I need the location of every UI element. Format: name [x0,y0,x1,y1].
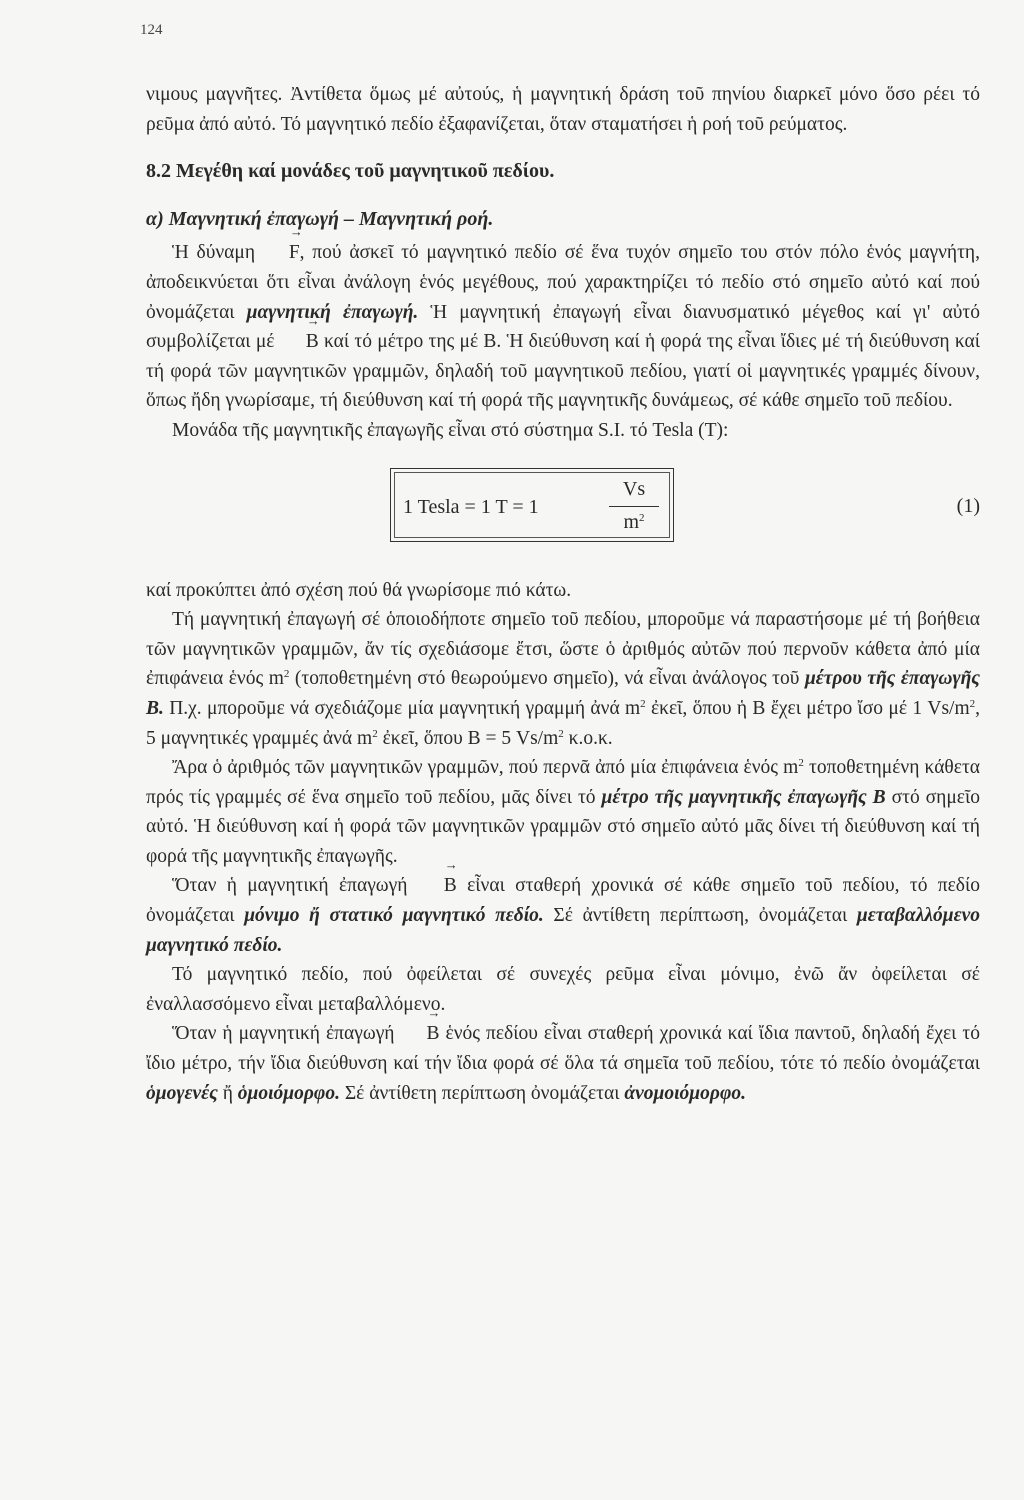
formula-numerator: Vs [609,475,659,508]
formula-row [146,468,980,564]
term-static-field: μόνιμο ἤ στατικό μαγνητικό πεδίο. [244,905,544,927]
term-induction-magnitude: μέτρου τῆς ἐπαγωγῆς Β. [146,668,981,719]
paragraph-continuation: νιμους μαγνῆτες. Ἀντίθετα ὅμως μέ αὐτούς, ἡ μαγνητική δράση τοῦ πηνίου διαρκεῖ μόνο ὅσο ρέει τό ρεῦμα ἀπό αὐτό. Τό μαγνητικό πεδίο ἐξαφανίζεται, ὅταν σταματήσει ἡ ροή τοῦ ρεύματος. [146,84,980,135]
vector-f-symbol: → F [263,238,300,268]
term-nonuniform: ἀνομοιόμορφο. [624,1082,746,1104]
term-magnetic-induction: μαγνητική ἐπαγωγή. [246,301,419,323]
paragraph-after-formula: καί προκύπτει ἀπό σχέση πού θά γνωρίσομε πιό κάτω. [146,579,572,601]
term-uniform: ὁμοιόμορφο. [237,1082,340,1104]
paragraph-uniform-field: Ὅταν ἡ μαγνητική ἐπαγωγή → B ἑνός πεδίου εἶναι σταθερή χρονικά καί ἴδια παντοῦ, δηλαδή ἔχει τό ἴδιο μέτρο, τήν ἴδια διεύθυνση καί τήν ἴδια φορά σέ ὅλα τά σημεῖα τοῦ πεδίου, τότε τό πεδίο ὀνομάζεται ὁμογενές ἤ ὁμοιόμορφο. Σέ ἀντίθετη περίπτωση ὀνομάζεται ἀνομοιόμορφο. [146,1019,980,1108]
paragraph-definition: Ἡ δύναμη → F, πού ἀσκεῖ τό μαγνητικό πεδίο σέ ἕνα τυχόν σημεῖο του στόν πόλο ἑνός μαγνήτη, ἀποδεικνύεται ὅτι εἶναι ἀνάλογη ἑνός μεγέθους, πού χαρακτηρίζει τό πεδίο στό σημεῖο αὐτό καί πού ὀνομάζεται μαγνητική ἐπαγωγή. Ἡ μαγνητική ἐπαγωγή εἶναι διανυσματικό μέγεθος καί γι' αὐτό συμβολίζεται μέ → B καί τό μέτρο της μέ Β. Ἡ διεύθυνση καί ἡ φορά της εἶναι ἴδιες μέ τή διεύθυνση καί τή φορά τῶν μαγνητικῶν γραμμῶν, δηλαδή τοῦ μαγνητικοῦ πεδίου, γιατί οἱ μαγνητικές γραμμές δίνουν, ὅπως ἤδη γνωρίσαμε, τή διεύθυνση καί τή φορά τῆς μαγνητικῆς δυνάμεως, σέ κάθε σημεῖο τοῦ πεδίου. [146,238,980,416]
body-text [146,80,980,1108]
term-induction-measure: μέτρο τῆς μαγνητικῆς ἐπαγωγῆς Β [601,786,886,808]
term-varying-field: μεταβαλλόμενο μαγνητικό πεδίο. [146,905,980,956]
page-number: 124 [140,22,163,38]
formula-denominator: $m^2$ [623,511,645,534]
formula-fraction [609,475,659,538]
subsection-heading: α) Μαγνητική ἐπαγωγή – Μαγνητική ροή. [146,207,494,230]
vector-b-symbol: → B [418,871,457,901]
section-heading: 8.2 Μεγέθη καί μονάδες τοῦ μαγνητικοῦ πεδίου. [146,160,555,183]
formula-box [390,468,674,542]
term-homogeneous: ὁμογενές [146,1082,218,1104]
paragraph-representation: Τή μαγνητική ἐπαγωγή σέ ὁποιοδήποτε σημεῖο τοῦ πεδίου, μποροῦμε νά παραστήσομε μέ τή βοήθεια τῶν μαγνητικῶν γραμμῶν, ἄν τίς σχεδιάσομε ἔτσι, ὥστε ὁ ἀριθμός αὐτῶν πού περνοῦν κάθετα ἀπό μία ἐπιφάνεια ἑνός $m^2$ (τοποθετημένη στό θεωρούμενο σημεῖο), νά εἶναι ἀνάλογος τοῦ μέτρου τῆς ἐπαγωγῆς Β. Π.χ. μποροῦμε νά σχεδιάζομε μία μαγνητική γραμμή ἀνά $m^2$ ἐκεῖ, ὅπου ἡ Β ἔχει μέτρο ἴσο μέ 1 $Vs/m^2$, 5 μαγνητικές γραμμές ἀνά $m^2$ ἐκεῖ, ὅπου Β = 5 $Vs/m^2$ κ.ο.κ. [146,609,981,749]
vector-b-symbol: → B [401,1019,440,1049]
paragraph-unit: Μονάδα τῆς μαγνητικῆς ἐπαγωγῆς εἶναι στό σύστημα S.I. τό Tesla (T): [172,419,729,441]
paragraph-line-count: Ἄρα ὁ ἀριθμός τῶν μαγνητικῶν γραμμῶν, πού περνᾶ ἀπό μία ἐπιφάνεια ἑνός $m^2$ τοποθετημένη κάθετα πρός τίς γραμμές σέ ἕνα σημεῖο τοῦ πεδίου, μᾶς δίνει τό μέτρο τῆς μαγνητικῆς ἐπαγωγῆς Β στό σημεῖο αὐτό. Ἡ διεύθυνση καί ἡ φορά τῶν μαγνητικῶν γραμμῶν στό σημεῖο αὐτό μᾶς δίνει τή διεύθυνση καί τή φορά τῆς μαγνητικῆς ἐπαγωγῆς. [146,757,981,867]
equation-number: (1) [956,494,980,517]
paragraph-dc-ac: Τό μαγνητικό πεδίο, πού ὀφείλεται σέ συνεχές ρεῦμα εἶναι μόνιμο, ἐνῶ ἄν ὀφείλεται σέ ἐναλλασσόμενο εἶναι μεταβαλλόμενο. [146,964,980,1015]
paragraph-static-field: Ὅταν ἡ μαγνητική ἐπαγωγή → B εἶναι σταθερή χρονικά σέ κάθε σημεῖο τοῦ πεδίου, τό πεδίο ὀνομάζεται μόνιμο ἤ στατικό μαγνητικό πεδίο. Σέ ἀντίθετη περίπτωση, ὀνομάζεται μεταβαλλόμενο μαγνητικό πεδίο. [146,871,980,960]
vector-b-symbol: → B [280,327,319,357]
formula-lhs: 1 Tesla = 1 T = 1 [403,495,539,518]
